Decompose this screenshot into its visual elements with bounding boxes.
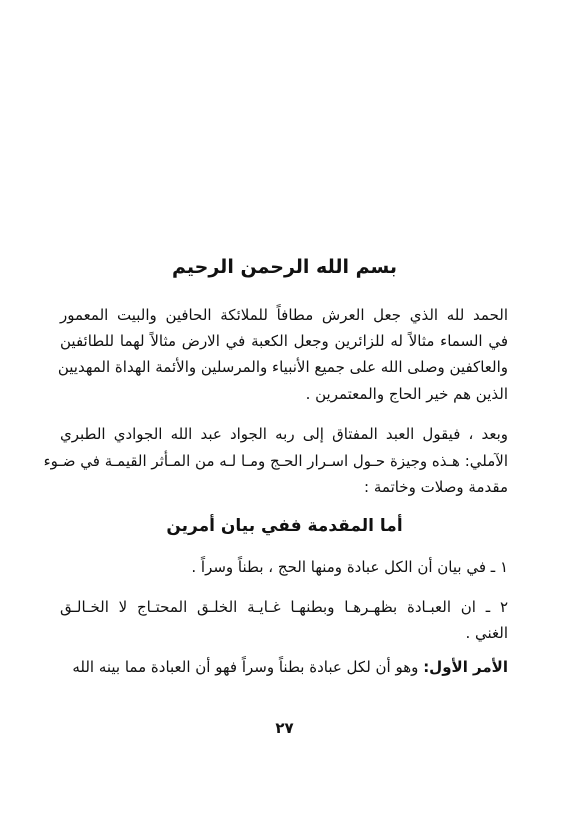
list-item-1: ١ ـ في بيان أن الكل عبادة ومنها الحج ، بطناً وسراً . [191,558,508,576]
first-matter-line [60,654,508,680]
page-number: ٢٧ [275,719,294,737]
paragraph1-line-4: الذين هم خير الحاج والمعتمرين . [305,385,508,403]
paragraph2-line-1: وبعد ، فيقول العبد المفتاق إلى ربه الجواد عبد الله الجوادي الطبري [60,425,508,443]
list-item-2-line-1: ٢ ـ ان العبـادة بظهـرهـا وبطنهـا غـايـة الخلـق المحتـاج لا الخـالـق [60,598,508,616]
first-matter-label: الأمر الأول: [423,658,508,676]
list-item-2-line-2: الغني . [465,624,508,642]
paragraph1-line-3: والعاكفين وصلى الله على جميع الأنبياء والمرسلين والأئمة الهداة المهديين [57,358,508,376]
first-matter-text: وهو أن لكل عبادة بطناً وسراً فهو أن العبادة مما بينه الله [72,658,419,676]
paragraph1-line-2: في السماء مثالاً له للزائرين وجعل الكعبة في الارض مثالاً لهما للطائفين [60,332,508,350]
basmala-heading: بسم الله الرحمن الرحيم [172,256,397,278]
paragraph1-line-1: الحمد لله الذي جعل العرش مطافاً للملائكة الحافين والبيت المعمور [60,306,508,324]
paragraph2-line-2: الآملي: هـذه وجيزة حـول اسـرار الحـج ومـا لـه من المـأثر القيمـة في ضـوء [43,452,508,470]
introduction-subheading: أما المقدمة ففي بيان أمرين [166,516,403,536]
paragraph2-line-3: مقدمة وصلات وخاتمة : [364,478,508,496]
